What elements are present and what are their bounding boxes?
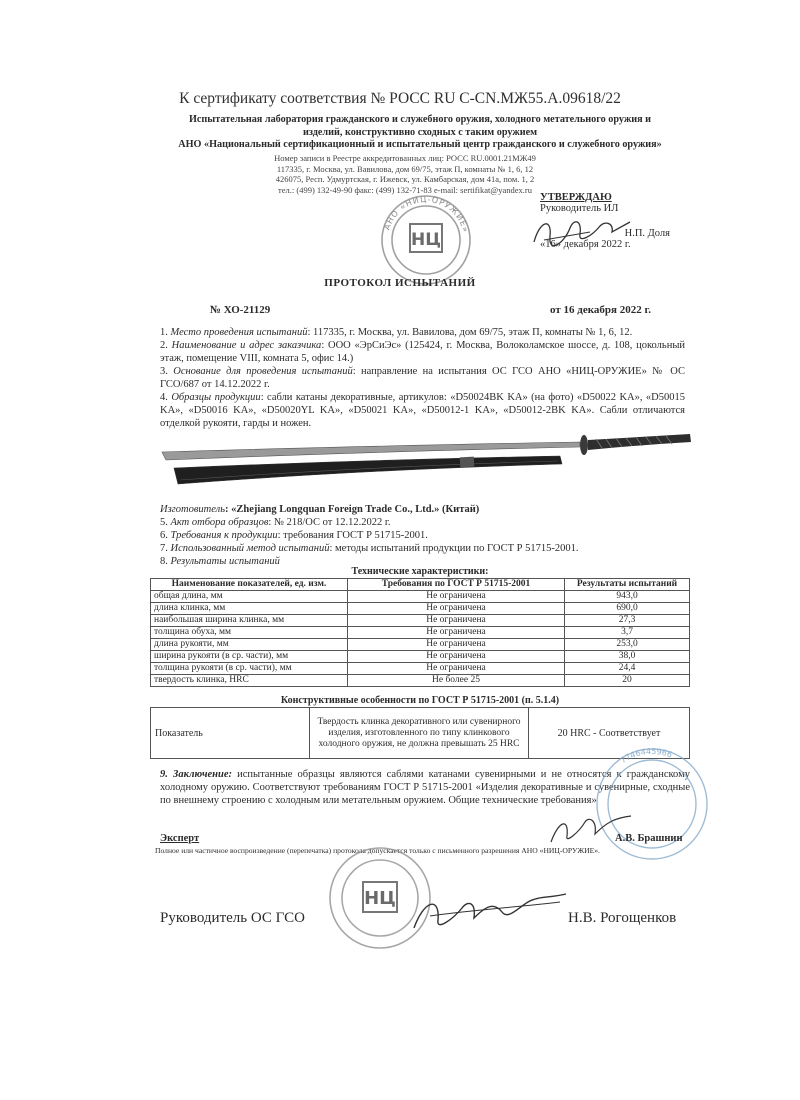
item-sampling-act: 5. Акт отбора образцов: № 218/ОС от 12.12.2022 г. — [160, 517, 391, 528]
tech-table-header-cell: Результаты испытаний — [565, 579, 690, 591]
table-cell: 20 — [565, 675, 690, 687]
table-cell: Не ограничена — [348, 627, 565, 639]
expert-label: Эксперт — [160, 833, 200, 844]
tech-table-header — [151, 579, 690, 591]
expert-signature — [545, 812, 635, 848]
table-cell: Не ограничена — [348, 615, 565, 627]
table-cell: твердость клинка, HRC — [151, 675, 348, 687]
table-cell: ширина рукояти (в ср. части), мм — [151, 651, 348, 663]
item-test-location-text: : 117335, г. Москва, ул. Вавилова, дом 69/75, этаж П, комнаты № 1, 6, 12. — [307, 327, 633, 338]
table-row — [151, 639, 690, 651]
table-row — [151, 663, 690, 675]
item-samples-text: : сабли катаны декоративные, артикулов: «D50024BK KA» (на фото) «D50022 KA», «D50015 KA», «D50016 KA», «D50020YL KA», «D50021 KA», «D50012-1 KA», «D50012-2BK KA». Сабли отличаются отделкой рукояти, гарды и ножен. — [160, 392, 685, 429]
item-customer: 2. Наименование и адрес заказчика: ООО «ЭрСиЭс» (125424, г. Москва, Волоколамское шоссе, д. 108, цокольный этаж, помещение VIII, комната 5, офис 14.) — [160, 340, 685, 364]
lab-header-line1: Испытательная лаборатория гражданского и служебного оружия, холодного метательного оружия и — [188, 114, 652, 125]
table-cell: 943,0 — [565, 591, 690, 603]
item-manufacturer-label: Изготовитель — [160, 504, 226, 515]
lab-header-line3: АНО «Национальный сертификационный и испытательный центр гражданского и служебного оружия» — [178, 139, 662, 150]
certificate-reference: К сертификату соответствия № РОСС RU С-CN.МЖ55.А.09618/22 — [179, 90, 621, 107]
table-cell: 253,0 — [565, 639, 690, 651]
item-test-method-label: Использованный метод испытаний — [170, 543, 330, 554]
head-role: Руководитель ОС ГСО — [160, 910, 305, 926]
table-cell: Не ограничена — [348, 651, 565, 663]
katana-photo — [160, 430, 695, 490]
katana-guard — [580, 435, 588, 455]
table-cell: Не ограничена — [348, 591, 565, 603]
lab-address-izhevsk: 426075, Респ. Удмуртская, г. Ижевск, ул. Камбарская, дом 41а, пом. 1, 2 — [275, 174, 535, 184]
tech-table — [150, 578, 690, 687]
table-cell: длина клинка, мм — [151, 603, 348, 615]
item-requirements-label: Требования к продукции — [170, 530, 278, 541]
item-basis-label: Основание для проведения испытаний — [173, 366, 353, 377]
item-manufacturer — [160, 503, 685, 516]
item-customer-text: : ООО «ЭрСиЭс» (125424, г. Москва, Волоколамское шоссе, д. 108, цокольный этаж, помещение VIII, комната 5, офис 14.) — [160, 340, 685, 364]
lab-header — [150, 114, 690, 152]
lab-contacts: тел.: (499) 132-49-90 факс: (499) 132-71-83 e-mail: sertifikat@yandex.ru — [278, 184, 532, 195]
item-results: 8. Результаты испытаний — [160, 556, 280, 567]
approval-signature — [530, 214, 650, 250]
table-cell: 690,0 — [565, 603, 690, 615]
table-row — [151, 603, 690, 615]
tech-table-header-cell: Наименование показателей, ед. изм. — [151, 579, 348, 591]
item-requirements: 6. Требования к продукции: требования ГОСТ Р 51715-2001. — [160, 530, 428, 541]
item-sampling-act-text: : № 218/ОС от 12.12.2022 г. — [268, 517, 391, 528]
item-manufacturer-text: : «Zhejiang Longquan Foreign Trade Co., Ltd.» (Китай) — [225, 504, 480, 515]
table-row — [151, 675, 690, 687]
table-cell: Не ограничена — [348, 639, 565, 651]
item-test-location: 1. Место проведения испытаний: 117335, г. Москва, ул. Вавилова, дом 69/75, этаж П, комнаты № 1, 6, 12. — [160, 327, 633, 338]
table-cell: Не ограничена — [348, 663, 565, 675]
table-row — [151, 591, 690, 603]
conclusion-label: 9. Заключение: — [160, 769, 233, 780]
table-cell: длина рукояти, мм — [151, 639, 348, 651]
item-results-label: Результаты испытаний — [170, 556, 280, 567]
lab-contact-info — [225, 153, 585, 195]
reproduction-note: Полное или частичное воспроизведение (перепечатка) протокола допускается только с письменного разрешения АНО «НИЦ-ОРУЖИЕ». — [155, 846, 600, 855]
scabbard-fitting — [460, 457, 475, 468]
table-cell: общая длина, мм — [151, 591, 348, 603]
design-table-requirement: Твердость клинка декоративного или сувенирного изделия, изготовленного по типу клинкового холодного оружия, не должна превышать 25 HRC — [310, 708, 529, 759]
design-table-result: 20 HRC - Соответствует — [529, 708, 690, 759]
protocol-date: от 16 декабря 2022 г. — [550, 304, 651, 316]
item-samples: 4. Образцы продукции: сабли катаны декоративные, артикулов: «D50024BK KA» (на фото) «D50022 KA», «D50015 KA», «D50016 KA», «D50020YL KA», «D50021 KA», «D50012-1 KA», «D50012-2BK KA». Сабли отличаются отделкой рукояти, гарды и ножен. — [160, 392, 685, 429]
table-row — [151, 627, 690, 639]
design-table-label: Показатель — [151, 708, 310, 759]
table-cell: Не ограничена — [348, 603, 565, 615]
table-cell: 3,7 — [565, 627, 690, 639]
table-cell: толщина рукояти (в ср. части), мм — [151, 663, 348, 675]
table-row — [151, 651, 690, 663]
design-table-caption: Конструктивные особенности по ГОСТ Р 51715-2001 (п. 5.1.4) — [280, 695, 560, 706]
lab-registry-number: Номер записи в Реестре аккредитованных лиц: РОСС RU.0001.21МЖ49 — [274, 153, 536, 163]
conclusion-text: испытанные образцы являются саблями катанами сувенирными и не относятся к гражданскому холодному оружию. Соответствуют требованиям ГОСТ Р 51715-2001 «Изделия декоративные и сувенирные, сходные по внешнему строению с холодным или метательным оружием. Общие технические требования» — [160, 769, 690, 806]
approval-date: «16» декабря 2022 г. — [540, 239, 631, 250]
protocol-title: ПРОТОКОЛ ИСПЫТАНИЙ — [324, 277, 476, 289]
lab-address-moscow: 117335, г. Москва, ул. Вавилова, дом 69/75, этаж П, комнаты № 1, 6, 12 — [276, 163, 534, 174]
blue-stamp-ring-text: 7746445966 — [618, 746, 674, 766]
item-test-method: 7. Использованный метод испытаний: методы испытаний продукции по ГОСТ Р 51715-2001. — [160, 543, 579, 554]
approval-name: Н.П. Доля — [624, 228, 670, 239]
item-sampling-act-label: Акт отбора образцов — [170, 517, 269, 528]
table-cell: Не более 25 — [348, 675, 565, 687]
table-cell: наибольшая ширина клинка, мм — [151, 615, 348, 627]
item-test-location-label: Место проведения испытаний — [170, 327, 308, 338]
item-basis-text: : направление на испытания ОС ГСО АНО «НИЦ-ОРУЖИЕ» № ОС ГСО/687 от 14.12.2022 г. — [160, 366, 686, 390]
table-row — [151, 615, 690, 627]
table-cell: 38,0 — [565, 651, 690, 663]
item-test-method-text: : методы испытаний продукции по ГОСТ Р 51715-2001. — [329, 543, 579, 554]
approval-heading: УТВЕРЖДАЮ — [540, 192, 612, 203]
approval-role: Руководитель ИЛ — [540, 203, 619, 214]
item-customer-label: Наименование и адрес заказчика — [171, 340, 322, 351]
head-name: Н.В. Рогощенков — [568, 910, 677, 926]
table-cell: 27,3 — [565, 615, 690, 627]
protocol-number: № ХО-21129 — [210, 304, 271, 316]
tech-table-header-cell: Требования по ГОСТ Р 51715-2001 — [348, 579, 565, 591]
item-samples-label: Образцы продукции — [171, 392, 261, 403]
stamp-logo-text: НЦ — [411, 230, 441, 250]
expert-name: А.В. Брашнин — [615, 833, 683, 844]
table-cell: толщина обуха, мм — [151, 627, 348, 639]
katana-scabbard — [174, 456, 562, 484]
tech-table-caption: Технические характеристики: — [351, 566, 489, 577]
stamp-ring-text: АНО «НИЦ-ОРУЖИЕ» — [382, 194, 471, 234]
lab-header-line2: изделий, конструктивно сходных с таким оружием — [302, 126, 538, 138]
stamp-logo-text: НЦ — [364, 888, 396, 909]
head-signature — [410, 888, 570, 938]
item-basis: 3. Основание для проведения испытаний: направление на испытания ОС ГСО АНО «НИЦ-ОРУЖИЕ» № ОС ГСО/687 от 14.12.2022 г. — [160, 366, 686, 390]
item-requirements-text: : требования ГОСТ Р 51715-2001. — [277, 530, 428, 541]
table-cell: 24,4 — [565, 663, 690, 675]
